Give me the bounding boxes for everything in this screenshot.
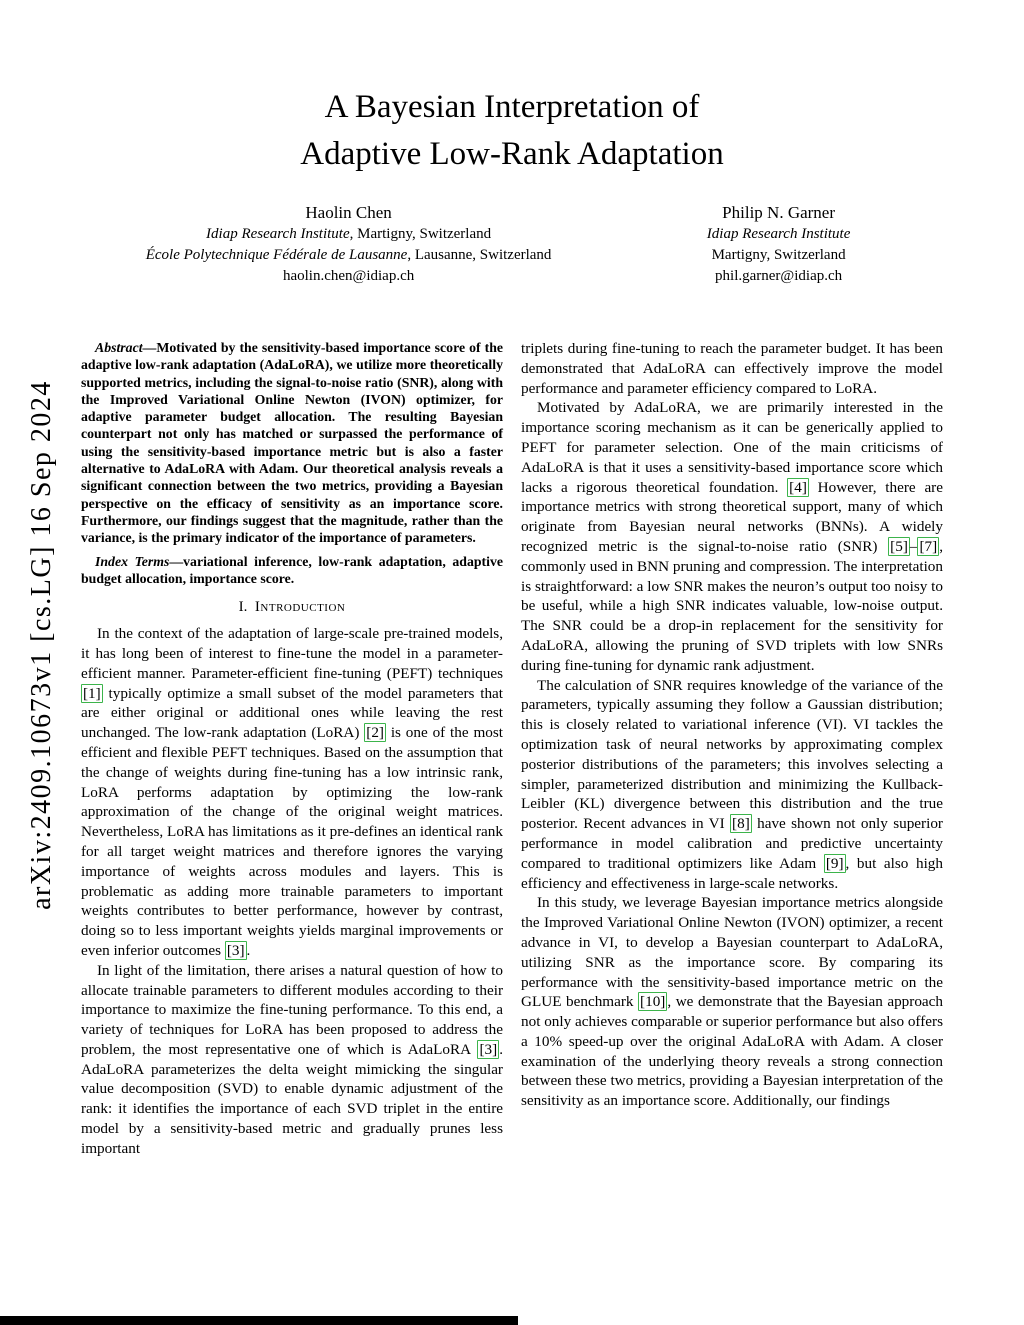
two-column-body xyxy=(81,339,943,1159)
body-paragraph: Motivated by AdaLoRA, we are primarily interested in the importance scoring mechanism as it can be generically applied to PEFT for parameter selection. One of the main criticisms of AdaLoRA is that it uses a sensitivity-based importance score which lacks a rigorous theoretical foundation. [4] However, there are importance metrics with strong theoretical support, many of which originate from Bayesian neural networks (BNNs). A widely recognized metric is the signal-to-noise ratio (SNR) [5] – [7] , commonly used in BNN pruning and compression. The interpretation is straightforward: a low SNR makes the neuron’s output too noisy to be useful, while a high SNR indicates valuable, low-noise output. The SNR could be a drop-in replacement for the sensitivity for AdaLoRA, allowing the pruning of SVD triplets with low SNRs during fine-tuning for dynamic rank adjustment. xyxy=(521,399,943,674)
author-name: Philip N. Garner xyxy=(722,203,836,222)
citation-ref-10[interactable]: [10] xyxy=(640,993,666,1011)
abstract-text: —Motivated by the sensitivity-based importance score of the adaptive low-rank adaptation (AdaLoRA), we utilize more theoretically supported metrics, including the signal-to-noise ratio (SNR), along with the Improved Variational Online Newton (IVON) optimizer, for adaptive parameter budget allocation. The resulting Bayesian counterpart not only has matched or surpassed the performance of using the sensitivity-based importance metric but is also a faster alternative to AdaLoRA with Adam. Our theoretical analysis reveals a significant connection between the two metrics, providing a Bayesian perspective on the efficacy of sensitivity as an importance score. Furthermore, our findings suggest that the magnitude, rather than the variance, is the primary indicator of the importance of parameters. xyxy=(81,340,503,546)
right-column-paragraphs xyxy=(521,339,943,1111)
citation-ref-4[interactable]: [4] xyxy=(789,478,807,496)
author-block-haolin-chen xyxy=(82,202,615,287)
citation-ref-3[interactable]: [3] xyxy=(479,1040,498,1058)
abstract-label: Abstract xyxy=(95,340,143,355)
citation-ref-7[interactable]: [7] xyxy=(919,537,938,555)
section-title: Introduction xyxy=(254,599,346,616)
citation-ref-5[interactable]: [5] xyxy=(890,537,908,555)
author-affiliation: École Polytechnique Fédérale de Lausanne, Lausanne, Switzerland xyxy=(145,247,552,263)
author-name: Haolin Chen xyxy=(305,203,392,222)
body-paragraph: triplets during fine-tuning to reach the parameter budget. It has been demonstrated that AdaLoRA can effectively improve the model performance and parameter efficiency compared to LoRA. xyxy=(521,340,943,397)
body-paragraph: The calculation of SNR requires knowledge of the variance of the parameters, typically assuming they follow a Gaussian distribution; this is closely related to variational inference (VI). VI tackles the optimization task of neural networks by approximating complex posterior distributions of the parameters; this involves selecting a simpler, parameterized distribution and minimizing the Kullback-Leibler (KL) divergence between this distribution and the true posterior. Recent advances in VI [8] have shown not only superior performance in model calibration and predictive uncertainty compared to traditional optimizers like Adam [9] , but also high efficiency and effectiveness in large-scale networks. xyxy=(521,676,943,892)
paper-header xyxy=(0,84,1024,287)
citation-ref-9[interactable]: [9] xyxy=(825,854,844,872)
page-bottom-scan-artifact xyxy=(0,1316,518,1325)
citation-ref-2[interactable]: [2] xyxy=(366,724,384,742)
author-affiliation: Idiap Research Institute, Martigny, Switzerland xyxy=(206,226,492,242)
citation-ref-3[interactable]: [3] xyxy=(226,941,245,959)
index-terms-label: Index Terms xyxy=(95,553,170,569)
author-affiliation: Idiap Research Institute xyxy=(706,226,851,242)
left-column-paragraphs xyxy=(81,624,503,1159)
author-email: phil.garner@idiap.ch xyxy=(715,268,843,284)
body-paragraph: In the context of the adaptation of large-scale pre-trained models, it has long been of interest to fine-tune the model in a parameter-efficient manner. Parameter-efficient fine-tuning (PEFT) techniques [1] typically optimize a small subset of the model parameters that are either original or additional ones while leaving the rest unchanged. The low-rank adaptation (LoRA) [2] is one of the most efficient and flexible PEFT techniques. Based on the assumption that the change of weights during fine-tuning has a low intrinsic rank, LoRA performs adaptation by optimizing the low-rank approximation of the change of the original weight matrices. Nevertheless, LoRA has limitations as it pre-defines an identical rank for all target weight matrices and therefore ignores the varying importance of weights across modules and layers. This is problematic as adding more trainable parameters to important weights contributes to better performance, however by contrast, doing so to less important weights yields marginal improvements or even inferior outcomes [3] . xyxy=(81,625,503,959)
paper-title xyxy=(0,84,1024,178)
section-heading-introduction xyxy=(81,599,503,616)
author-email: haolin.chen@idiap.ch xyxy=(282,268,415,284)
abstract xyxy=(81,339,503,547)
paper-title-line2: Adaptive Low-Rank Adaptation xyxy=(300,136,724,172)
index-terms-text: —variational inference, low-rank adaptation, adaptive budget allocation, importance score. xyxy=(81,553,504,586)
body-paragraph: In this study, we leverage Bayesian importance metrics alongside the Improved Variational Online Newton (IVON) optimizer, a recent advance in VI, to develop a Bayesian counterpart to AdaLoRA, utilizing SNR as the importance score. By comparing its performance with the sensitivity-based importance metric on the GLUE benchmark [10] , we demonstrate that the Bayesian approach not only achieves comparable or superior performance but also offers a 10% speed-up over the original AdaLoRA with Adam. A closer examination of the underlying theory reveals a strong connection between these two metrics, providing a Bayesian interpretation of the sensitivity as an importance score. Additionally, our findings xyxy=(521,894,943,1110)
author-affiliation: Martigny, Switzerland xyxy=(711,247,846,263)
index-terms xyxy=(81,553,503,588)
arxiv-identifier-watermark: arXiv:2409.10673v1 [cs.LG] 16 Sep 2024 xyxy=(26,380,57,910)
body-paragraph: In light of the limitation, there arises a natural question of how to allocate trainable parameters to different modules according to their importance to maximize the fine-tuning performance. To this end, a variety of techniques for LoRA has been proposed to address the problem, the most representative one of which is AdaLoRA [3] . AdaLoRA parameterizes the delta weight mimicking the singular value decomposition (SVD) to enable dynamic adjustment of the rank: it identifies the importance of each SVD triplet in the entire model by a sensitivity-based metric and gradually prunes less important xyxy=(81,961,503,1157)
citation-ref-8[interactable]: [8] xyxy=(732,815,750,833)
left-column xyxy=(81,339,503,1159)
section-number: I. xyxy=(238,599,248,616)
right-column xyxy=(521,339,943,1159)
author-row xyxy=(82,202,942,287)
citation-ref-1[interactable]: [1] xyxy=(83,684,101,702)
paper-title-line1: A Bayesian Interpretation of xyxy=(324,89,700,125)
author-block-philip-garner xyxy=(615,202,942,287)
